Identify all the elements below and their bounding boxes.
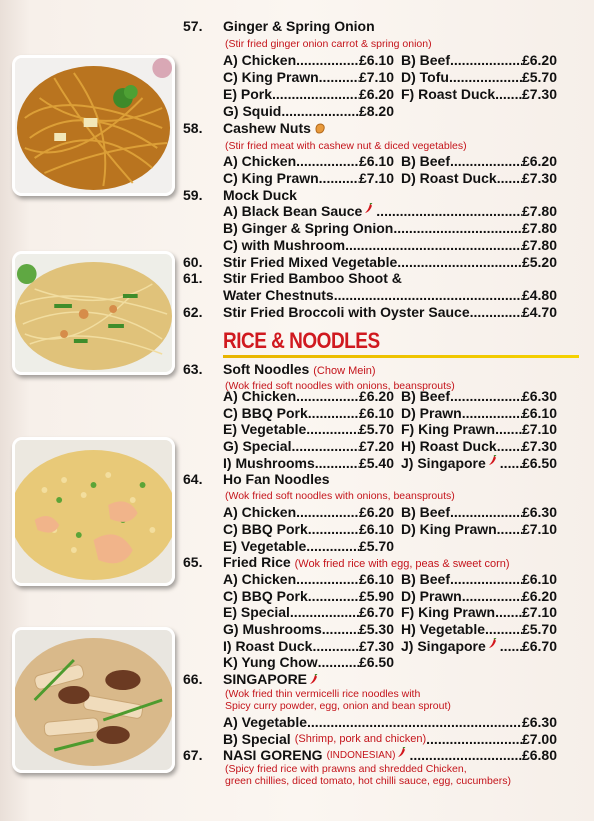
option-58a: A) Chicken ..... £6.10 <box>223 153 394 170</box>
option-65a: A) Chicken ..... £6.10 <box>223 571 394 588</box>
item-number: 65. <box>183 554 203 570</box>
nut-icon <box>314 123 326 134</box>
option-64b: B) Beef ..... £6.30 <box>401 504 557 521</box>
item-name: Stir Fried Bamboo Shoot & <box>223 270 402 286</box>
option-63b: B) Beef ..... £6.30 <box>401 388 557 405</box>
option-63a: A) Chicken ..... £6.20 <box>223 388 394 405</box>
item-description: (Wok fried thin vermicelli rice noodles with <box>225 688 421 700</box>
item-description: green chillies, diced tomato, hot chilli sauce, egg, cucumbers) <box>225 775 511 787</box>
section-heading: RICE & NOODLES <box>223 329 380 354</box>
item-name: SINGAPORE <box>223 671 308 687</box>
option-58b: B) Beef ..... £6.20 <box>401 153 557 170</box>
item-name: Ginger & Spring Onion <box>223 18 375 34</box>
option-65h: H) Vegetable ..... £5.70 <box>401 621 557 638</box>
option-58d: D) Roast Duck ..... £7.30 <box>401 170 557 187</box>
chili-icon <box>364 203 374 214</box>
item-name: Ho Fan Noodles <box>223 471 330 487</box>
item-67: NASI GORENG (INDONESIAN) ..... £6.80 <box>223 747 557 764</box>
item-note: (Wok fried rice with egg, peas & sweet corn) <box>294 558 510 570</box>
option-59a: A) Black Bean Sauce ..... £7.80 <box>223 203 557 220</box>
option-63c: C) BBQ Pork ..... £6.10 <box>223 405 394 422</box>
option-65g: G) Mushrooms ..... £5.30 <box>223 621 394 638</box>
option-64d: D) King Prawn ..... £7.10 <box>401 521 557 538</box>
item-description: (Wok fried soft noodles with onions, beansprouts) <box>225 490 455 502</box>
option-63j: J) Singapore ..... £6.50 <box>401 455 557 472</box>
option-66b: B) Special (Shrimp, pork and chicken) ..... £7.00 <box>223 731 557 748</box>
option-65b: B) Beef ..... £6.10 <box>401 571 557 588</box>
option-65c: C) BBQ Pork ..... £5.90 <box>223 588 394 605</box>
item-62: Stir Fried Broccoli with Oyster Sauce ..... £4.70 <box>223 304 557 321</box>
option-57d: D) Tofu ..... £5.70 <box>401 69 557 86</box>
item-number: 67. <box>183 747 203 763</box>
option-65j: J) Singapore ..... £6.70 <box>401 638 557 655</box>
section-divider <box>223 355 579 358</box>
option-57c: C) King Prawn ..... £7.10 <box>223 69 394 86</box>
chili-icon <box>488 638 498 649</box>
option-63f: F) King Prawn ..... £7.10 <box>401 421 557 438</box>
option-59c: C) with Mushroom ..... £7.80 <box>223 237 557 254</box>
item-number: 66. <box>183 671 203 687</box>
item-description: (Stir fried meat with cashew nut & diced vegetables) <box>225 140 467 152</box>
option-57f: F) Roast Duck ..... £7.30 <box>401 86 557 103</box>
item-description: (Stir fried ginger onion carrot & spring onion) <box>225 38 432 50</box>
option-57a: A) Chicken ..... £6.10 <box>223 52 394 69</box>
item-name: Soft Noodles <box>223 361 310 377</box>
option-59b: B) Ginger & Spring Onion ..... £7.80 <box>223 220 557 237</box>
item-number: 60. <box>183 254 203 270</box>
item-name: Mock Duck <box>223 187 297 203</box>
option-57g: G) Squid ..... £8.20 <box>223 103 394 120</box>
item-number: 58. <box>183 120 203 136</box>
option-58c: C) King Prawn ..... £7.10 <box>223 170 394 187</box>
item-61: Water Chestnuts ..... £4.80 <box>223 287 557 304</box>
option-63d: D) Prawn ..... £6.10 <box>401 405 557 422</box>
option-63g: G) Special ..... £7.20 <box>223 438 394 455</box>
chili-icon <box>397 747 407 758</box>
item-number: 59. <box>183 187 203 203</box>
option-64e: E) Vegetable ..... £5.70 <box>223 538 394 555</box>
option-63i: I) Mushrooms ..... £5.40 <box>223 455 394 472</box>
option-66a: A) Vegetable ..... £6.30 <box>223 714 557 731</box>
option-65k: K) Yung Chow ..... £6.50 <box>223 654 394 671</box>
option-57e: E) Pork ..... £6.20 <box>223 86 394 103</box>
item-name: Cashew Nuts <box>223 120 311 136</box>
item-number: 57. <box>183 18 203 34</box>
item-name: Fried Rice <box>223 554 291 570</box>
item-description: Spicy curry powder, egg, onion and bean sprout) <box>225 700 451 712</box>
item-note: (Shrimp, pork and chicken) <box>294 733 427 745</box>
option-65d: D) Prawn ..... £6.20 <box>401 588 557 605</box>
item-60: Stir Fried Mixed Vegetable ..... £5.20 <box>223 254 557 271</box>
item-description: (Spicy fried rice with prawns and shredded Chicken, <box>225 763 467 775</box>
option-65e: E) Special ..... £6.70 <box>223 604 394 621</box>
chili-icon <box>309 674 319 685</box>
item-number: 64. <box>183 471 203 487</box>
item-number: 62. <box>183 304 203 320</box>
option-57b: B) Beef ..... £6.20 <box>401 52 557 69</box>
option-63h: H) Roast Duck ..... £7.30 <box>401 438 557 455</box>
item-description: (Wok fried soft noodles with onions, beansprouts) <box>225 380 455 392</box>
option-64a: A) Chicken ..... £6.20 <box>223 504 394 521</box>
item-number: 61. <box>183 270 203 286</box>
option-63e: E) Vegetable ..... £5.70 <box>223 421 394 438</box>
option-65i: I) Roast Duck ..... £7.30 <box>223 638 394 655</box>
option-64c: C) BBQ Pork ..... £6.10 <box>223 521 394 538</box>
item-note: (Chow Mein) <box>313 365 376 377</box>
item-number: 63. <box>183 361 203 377</box>
chili-icon <box>488 455 498 466</box>
option-65f: F) King Prawn ..... £7.10 <box>401 604 557 621</box>
